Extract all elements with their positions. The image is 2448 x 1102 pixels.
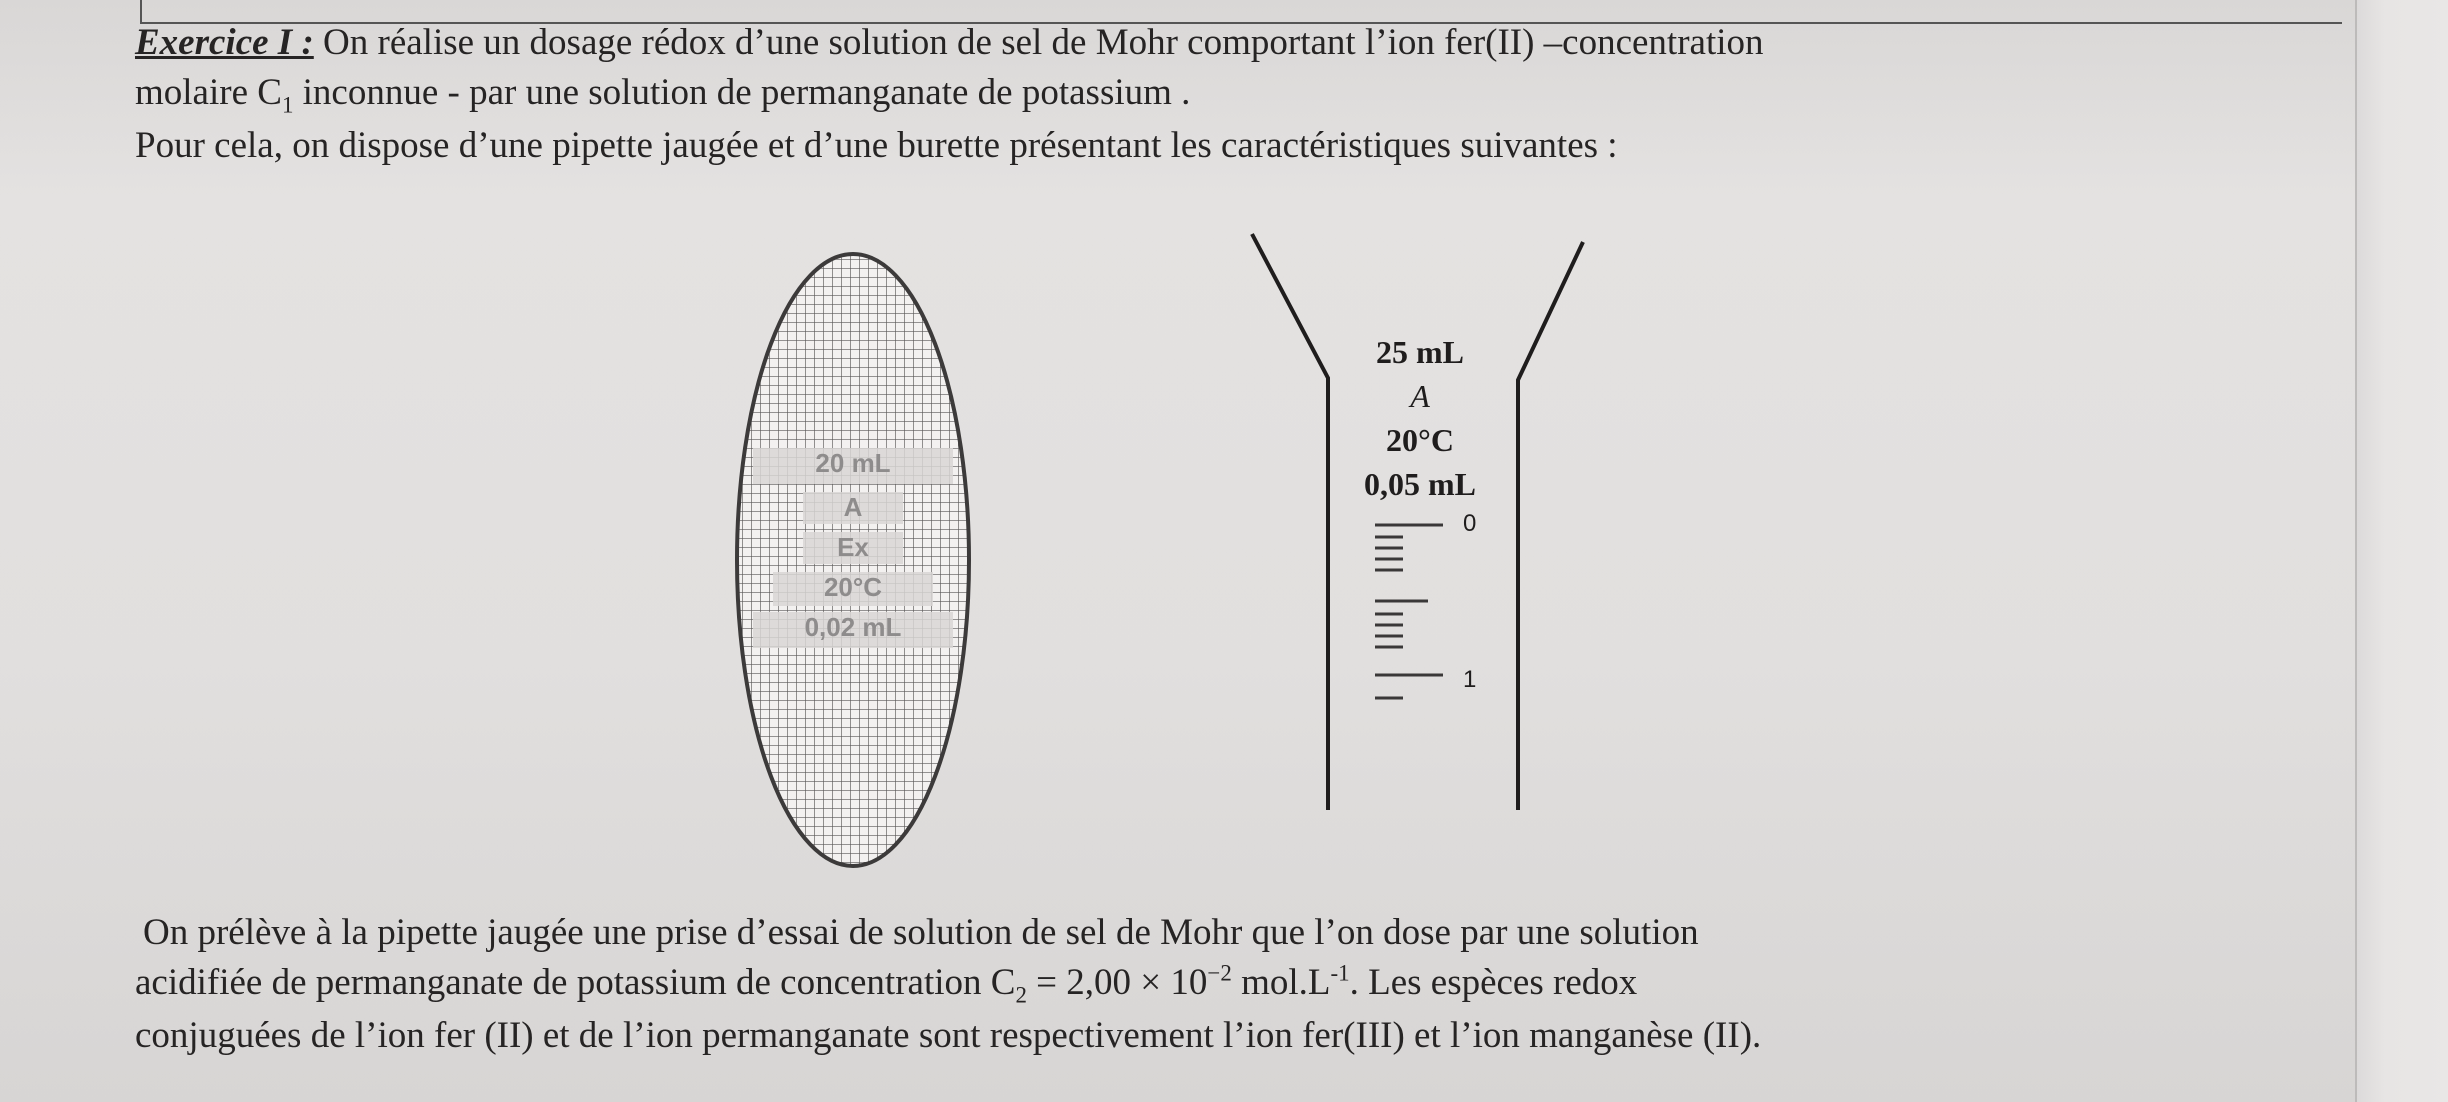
burette-graduation-ticks bbox=[1375, 525, 1443, 698]
pipette-volume: 20 mL bbox=[815, 448, 891, 478]
intro-text-1: On réalise un dosage rédox d’une solution de sel de Mohr comportant l’ion fer(II) –concentration bbox=[313, 22, 1764, 63]
burette-left-wall bbox=[1252, 234, 1328, 810]
burette-scale-one: 1 bbox=[1463, 666, 1477, 693]
burette-diagram bbox=[1250, 228, 1610, 818]
burette-volume: 25 mL bbox=[1376, 334, 1464, 370]
burette-right-wall bbox=[1518, 242, 1583, 810]
exponent-minus-two: −2 bbox=[1207, 960, 1232, 986]
outro-line-3: conjuguées de l’ion fer (II) et de l’ion permanganate sont respectivement l’ion fer(III) et l’ion manganèse (II). bbox=[135, 1015, 1762, 1057]
adjacent-page-edge bbox=[2355, 0, 2448, 1102]
c1-subscript: 1 bbox=[281, 92, 294, 118]
burette-class: A bbox=[1410, 378, 1430, 414]
burette-tolerance: 0,05 mL bbox=[1364, 466, 1476, 502]
burette-scale-zero: 0 bbox=[1463, 510, 1477, 537]
burette-temperature: 20°C bbox=[1386, 422, 1454, 458]
pipette-class: A bbox=[843, 492, 863, 522]
pipette-diagram bbox=[733, 250, 973, 870]
exercise-body bbox=[135, 908, 1761, 1061]
intro-line-3: Pour cela, on dispose d’une pipette jaugée et d’une burette présentant les caractéristiques suivantes : bbox=[135, 125, 1618, 167]
c2-subscript: 2 bbox=[1015, 982, 1027, 1008]
intro-text-2a: molaire C bbox=[135, 71, 282, 113]
intro-line-2 bbox=[135, 68, 1764, 121]
pipette-temperature: 20°C bbox=[823, 572, 883, 602]
pipette-tolerance: 0,02 mL bbox=[804, 612, 902, 642]
burette-outline bbox=[1250, 228, 1610, 818]
intro-line-1 bbox=[135, 18, 1764, 68]
intro-text-2b: inconnue - par une solution de permanganate de potassium . bbox=[293, 71, 1191, 113]
pipette-mark: Ex bbox=[837, 532, 869, 562]
outro-text-2a: acidifiée de permanganate de potassium de concentration C bbox=[135, 961, 1016, 1003]
outro-text-2d: . Les espèces redox bbox=[1349, 961, 1638, 1003]
exponent-minus-one: -1 bbox=[1330, 960, 1350, 986]
outro-text-2c: mol.L bbox=[1231, 961, 1331, 1003]
outro-text-2b: = 2,00 × 10 bbox=[1026, 961, 1208, 1003]
exercise-intro bbox=[135, 18, 1764, 171]
exercise-title: Exercice I : bbox=[135, 22, 314, 63]
outro-line-1: On prélève à la pipette jaugée une prise d’essai de solution de sel de Mohr que l’on dose par une solution bbox=[143, 912, 1699, 953]
outro-line-2 bbox=[135, 958, 1761, 1011]
